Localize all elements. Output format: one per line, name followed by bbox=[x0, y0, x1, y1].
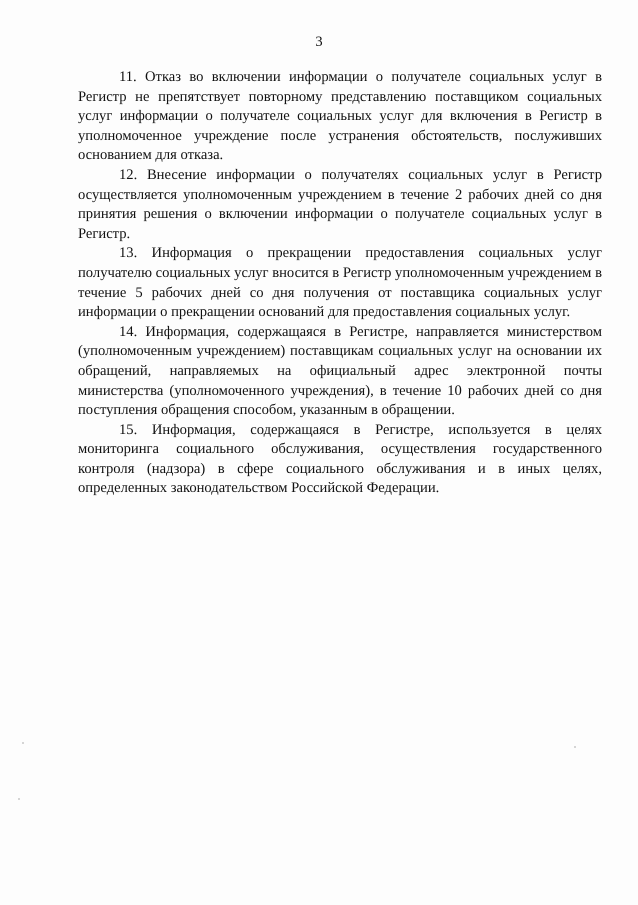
scan-speck bbox=[574, 746, 576, 748]
page-number: 3 bbox=[315, 34, 323, 50]
paragraph-12: 12. Внесение информации о получателях социальных услуг в Регистр осуществляется уполномоченным учреждением в течение 2 рабочих дней со дня принятия решения о включении информации о получателе социальных услуг в Регистр. bbox=[78, 166, 602, 242]
scan-speck bbox=[18, 798, 20, 800]
scan-speck bbox=[22, 742, 24, 744]
paragraph-13: 13. Информация о прекращении предоставления социальных услуг получателю социальных услуг вносится в Регистр уполномоченным учреждением в течение 5 рабочих дней со дня получения от поставщика социальных услуг информации о прекращении оснований для предоставления социальных услуг. bbox=[78, 245, 602, 321]
paragraph-14: 14. Информация, содержащаяся в Регистре, направляется министерством (уполномоченным учреждением) поставщикам социальных услуг на основании их обращений, направляемых на официальный адрес электронной почты министерства (уполномоченного учреждения), в течение 10 рабочих дней со дня поступления обращения способом, указанным в обращении. bbox=[78, 323, 602, 419]
paragraph-15: 15. Информация, содержащаяся в Регистре, используется в целях мониторинга социального обслуживания, осуществления государственного контроля (надзора) в сфере социального обслуживания и в иных целях, определенных законодательством Российской Федерации. bbox=[78, 421, 602, 497]
document-body bbox=[78, 68, 602, 499]
paragraph-11: 11. Отказ во включении информации о получателе социальных услуг в Регистр не препятствует повторному представлению поставщиком социальных услуг информации о получателе социальных услуг для включения в Регистр в уполномоченное учреждение после устранения обстоятельств, послуживших основанием для отказа. bbox=[78, 69, 602, 164]
